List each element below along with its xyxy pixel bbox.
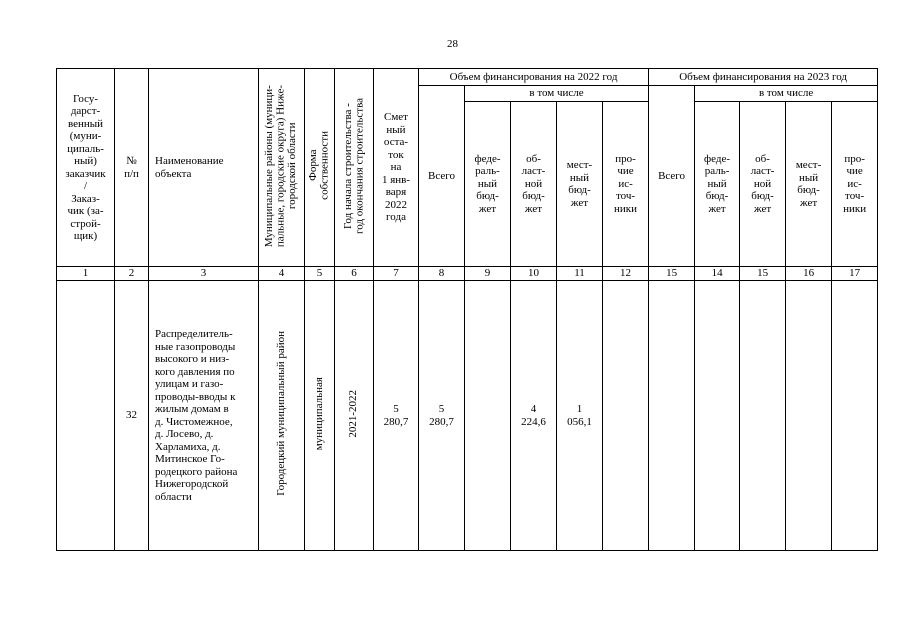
cell-federal-2022 bbox=[465, 281, 511, 551]
column-number: 10 bbox=[511, 267, 557, 281]
cell-district: Городецкий муниципальный район bbox=[259, 281, 305, 551]
cell-other-2023 bbox=[832, 281, 878, 551]
header-other-2022: про- чие ис- точ- ники bbox=[603, 102, 649, 267]
cell-regional-2023 bbox=[740, 281, 786, 551]
column-number: 15 bbox=[740, 267, 786, 281]
column-number: 5 bbox=[305, 267, 335, 281]
header-federal-2023: феде- раль- ный бюд- жет bbox=[695, 102, 740, 267]
header-ownership-form: Форма собственности bbox=[305, 69, 335, 267]
column-number: 11 bbox=[557, 267, 603, 281]
financing-table bbox=[56, 68, 878, 551]
column-number: 9 bbox=[465, 267, 511, 281]
column-number: 15 bbox=[649, 267, 695, 281]
cell-total-2022: 5 280,7 bbox=[419, 281, 465, 551]
column-number: 4 bbox=[259, 267, 305, 281]
header-local-2023: мест- ный бюд- жет bbox=[786, 102, 832, 267]
page-number: 28 bbox=[447, 38, 458, 50]
cell-customer bbox=[57, 281, 115, 551]
cell-ownership: муниципальная bbox=[305, 281, 335, 551]
column-number: 7 bbox=[374, 267, 419, 281]
column-number: 12 bbox=[603, 267, 649, 281]
header-object-name: Наименование объекта bbox=[149, 69, 259, 267]
column-number: 17 bbox=[832, 267, 878, 281]
header-years: Год начала строительства - год окончания строительства bbox=[335, 69, 374, 267]
header-total-2023: Всего bbox=[649, 86, 695, 267]
header-num: № п/п bbox=[115, 69, 149, 267]
cell-local-2023 bbox=[786, 281, 832, 551]
column-number: 14 bbox=[695, 267, 740, 281]
header-funding-2022: Объем финансирования на 2022 год bbox=[419, 69, 649, 86]
cell-num: 32 bbox=[115, 281, 149, 551]
cell-total-2023 bbox=[649, 281, 695, 551]
column-number: 6 bbox=[335, 267, 374, 281]
header-estimate-balance: Смет ный оста- ток на 1 янв- варя 2022 года bbox=[374, 69, 419, 267]
header-municipal-districts: Муниципальные районы (муници- пальные, городские округа) Ниже- городской области bbox=[259, 69, 305, 267]
header-regional-2023: об- ласт- ной бюд- жет bbox=[740, 102, 786, 267]
column-number: 8 bbox=[419, 267, 465, 281]
header-funding-2023: Объем финансирования на 2023 год bbox=[649, 69, 878, 86]
header-regional-2022: об- ласт- ной бюд- жет bbox=[511, 102, 557, 267]
column-number: 2 bbox=[115, 267, 149, 281]
cell-other-2022 bbox=[603, 281, 649, 551]
column-number: 1 bbox=[57, 267, 115, 281]
table-row bbox=[57, 281, 878, 551]
cell-regional-2022: 4 224,6 bbox=[511, 281, 557, 551]
cell-object-name: Распределитель- ные газопроводы высокого и низ- кого давления по улицам и газо- проводы-вводы к жилым домам в д. Чистомежное, д. Лосево, д. Харламиха, д. Митинское Го- родецкого района Нижегородской области bbox=[149, 281, 259, 551]
header-including-2023: в том числе bbox=[695, 86, 878, 102]
cell-estimate-balance: 5 280,7 bbox=[374, 281, 419, 551]
header-total-2022: Всего bbox=[419, 86, 465, 267]
column-numbers-row bbox=[57, 267, 878, 281]
cell-years: 2021-2022 bbox=[335, 281, 374, 551]
column-number: 3 bbox=[149, 267, 259, 281]
header-federal-2022: феде- раль- ный бюд- жет bbox=[465, 102, 511, 267]
cell-federal-2023 bbox=[695, 281, 740, 551]
header-including-2022: в том числе bbox=[465, 86, 649, 102]
header-local-2022: мест- ный бюд- жет bbox=[557, 102, 603, 267]
column-number: 16 bbox=[786, 267, 832, 281]
cell-local-2022: 1 056,1 bbox=[557, 281, 603, 551]
header-other-2023: про- чие ис- точ- ники bbox=[832, 102, 878, 267]
header-customer: Госу- дарст- венный (муни- ципаль- ный) заказчик / Заказ- чик (за- строй- щик) bbox=[57, 69, 115, 267]
